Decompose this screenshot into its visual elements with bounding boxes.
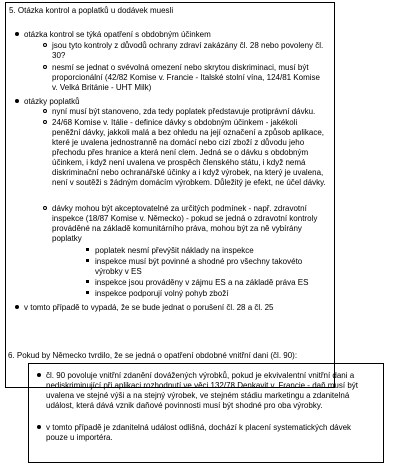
list-item — [95, 278, 320, 288]
section-5-title: 5. Otázka kontrol a poplatků u dodávek muesli — [9, 6, 174, 15]
item-text: otázka kontrol se týká opatření s obdobným účinkem — [24, 30, 211, 39]
item-text: jsou tyto kontroly z důvodů ochrany zdraví zakázány čl. 28 nebo povoleny čl. 30? — [52, 41, 324, 60]
circle-bullet-icon — [43, 109, 47, 113]
square-bullet-icon — [86, 259, 89, 262]
list-item — [95, 246, 320, 256]
item-text: otázky poplatků — [24, 97, 80, 106]
item-text: poplatek nesmí převýšit náklady na inspekce — [95, 246, 254, 255]
list-item — [95, 289, 320, 299]
list-item — [95, 257, 320, 277]
section-5-box — [5, 2, 335, 388]
square-bullet-icon — [86, 280, 89, 283]
list-item — [46, 371, 366, 411]
item-text: inspekce podporují volný pohyb zboží — [95, 289, 229, 298]
list-item — [52, 118, 327, 188]
item-text: inspekce jsou prováděny v zájmu ES a na základě práva ES — [95, 278, 309, 287]
item-text: 24/68 Komise v. Itálie - definice dávky s obdobným účinkem - jakékoli peněžní dávky, jakkoli malá a bez ohledu na její označení a způsob aplikace, které je uvalena jednostranně na domácí nebo cizí zboží z důvodu jeho přechodu přes hranice a která není clem. Jedná se o dávku s obdobným účinkem, i když není uvalena ve prospěch členského státu, i když nemá diskriminační nebo ochranářské účinky a i když výrobek, na který je uvalena, není v soutěži s žádným domácím výrobkem. Důležitý je efekt, ne účel dávky. — [52, 118, 326, 187]
list-item — [52, 204, 327, 244]
bullet-icon — [15, 32, 19, 36]
bullet-icon — [15, 305, 19, 309]
list-item — [24, 97, 324, 107]
square-bullet-icon — [86, 291, 89, 294]
list-item — [46, 423, 366, 443]
bullet-icon — [15, 99, 19, 103]
item-text: nesmí se jednat o svévolná omezení nebo skrytou diskriminaci, musí být proporcionální (42/82 Komise v. Francie - Italské stolní vína, 124/81 Komise v. Velká Británie - UHT Milk) — [52, 63, 320, 92]
section-6-title: 6. Pokud by Německo tvrdilo, že se jedná o opatření obdobné vnitřní dani (čl. 90): — [8, 351, 298, 360]
bullet-icon — [37, 425, 41, 429]
list-item — [52, 63, 327, 93]
circle-bullet-icon — [43, 65, 47, 69]
item-text: v tomto případě to vypadá, že se bude jednat o porušení čl. 28 a čl. 25 — [24, 303, 274, 312]
circle-bullet-icon — [43, 206, 47, 210]
square-bullet-icon — [86, 248, 89, 251]
item-text: čl. 90 povoluje vnitřní zdanění dovážených výrobků, pokud je ekvivalentní vnitřní dani a nediskriminující při aplikaci rozhodnutí ve věci 132/78 Denkavit v. Francie - daň musí být uvalena ve stejné výši a na stejný výrobek, ve stejném stádiu marketingu a zdanitelná událost, která dává vznik daňové povinnosti musí být shodné pro oba výrobky. — [46, 371, 358, 410]
section-6-box — [28, 363, 384, 463]
item-text: inspekce musí být povinné a shodné pro všechny takovéto výrobky v ES — [95, 257, 303, 276]
list-item — [52, 107, 327, 117]
list-item — [24, 303, 324, 313]
circle-bullet-icon — [43, 43, 47, 47]
bullet-icon — [37, 373, 41, 377]
list-item — [24, 30, 324, 40]
list-item — [52, 41, 327, 61]
item-text: v tomto případě je zdanitelná událost odlišná, dochází k placení systematických dávek pouze u importéra. — [46, 423, 352, 442]
item-text: nyní musí být stanoveno, zda tedy poplatek představuje protiprávní dávku. — [52, 107, 316, 116]
item-text: dávky mohou být akceptovatelné za určitých podmínek - např. zdravotní inspekce (18/87 Komise v. Německo) - pokud se jedná o zdravotní kontroly prováděné na základě komunitárního práva, mohou být za ně vybírány poplatky — [52, 204, 318, 243]
circle-bullet-icon — [43, 120, 47, 124]
